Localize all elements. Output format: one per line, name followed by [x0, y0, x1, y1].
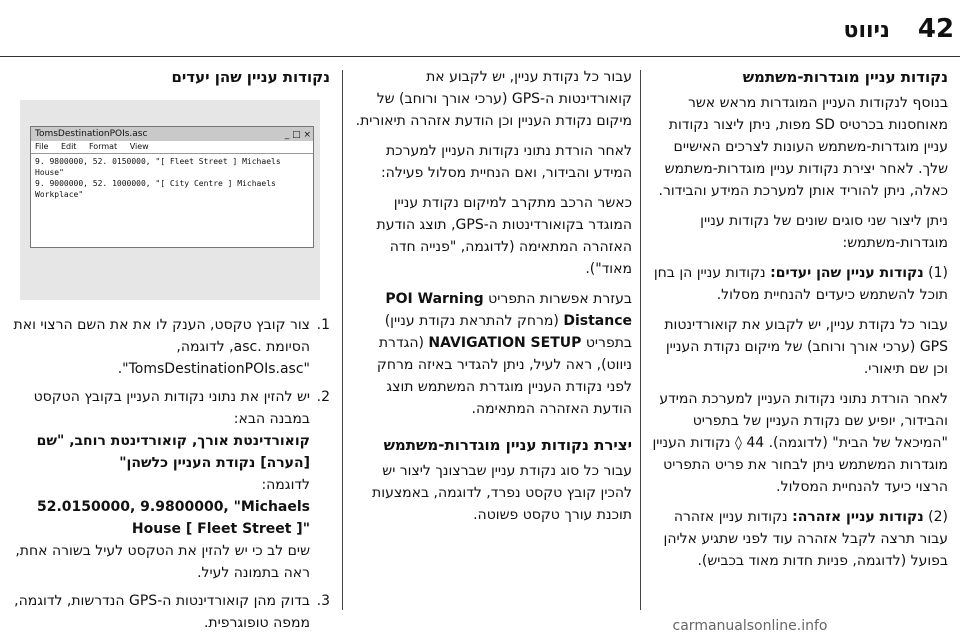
column-divider	[342, 70, 343, 610]
poi-warning-distance-term: POI Warning Distance	[385, 291, 632, 329]
col2-p4-lead: בעזרת אפשרות התפריט	[483, 291, 632, 307]
col2-p3: כאשר הרכב מתקרב למיקום נקודת עניין המוגדר בקואורדינטות ה-GPS, תוצג הודעת האזהרה המתאימה (לדוגמה, "פנייה חדה מאוד").	[376, 195, 632, 277]
editor-body	[31, 154, 313, 202]
step-2	[8, 386, 330, 584]
step-number: 2.	[316, 389, 330, 405]
text-editor-screenshot	[20, 100, 320, 300]
editor-window	[30, 126, 314, 248]
editor-title-bar	[31, 127, 313, 141]
col2-heading: יצירת נקודות עניין מוגדרות-משתמש	[383, 436, 632, 454]
item2-text: נקודות עניין אזהרה עבור תרצה לקבל אזהרה עוד לפני שתגיע אליהן בפועל (לדוגמה, פניות חדות מאוד בכביש).	[663, 509, 948, 569]
step-text: בדוק מהן קואורדינטות ה-GPS הנדרשות, לדוגמה, ממפה טופוגרפית.	[14, 593, 310, 631]
col1-heading: נקודות עניין מוגדרות-משתמש	[742, 68, 948, 86]
col2-p2: לאחר הורדת נתוני נקודות העניין למערכת המידע והבידור, ואם הנחיית מסלול פעילה:	[380, 143, 632, 181]
col1-item2	[648, 506, 948, 572]
col1-item1-after: לאחר הורדת נתוני נקודות העניין למערכת המידע והבידור, יופיע שם נקודת העניין של בתפריט "המיכאל של הבית" (לדוגמה). 44 ◊ נקודות העניין מוגדרות המשתמש ניתן לבחור את פריט התפריט הרצוי כיעד להנחיית המסלול.	[652, 391, 948, 495]
col1-item1	[648, 262, 948, 306]
steps-list	[8, 314, 330, 634]
column-divider	[640, 70, 641, 610]
step-text: יש להזין את נתוני נקודות העניין בקובץ הטקסט במבנה הבא:	[33, 389, 310, 427]
step-number: 3.	[316, 593, 330, 609]
item1-label: נקודות עניין שהן יעדים:	[770, 265, 924, 281]
col2-p5: עבור כל סוג נקודת עניין שברצונך ליצור יש להכין קובץ טקסט נפרד, לדוגמה, באמצעות תוכנת עורך טקסט פשוטה.	[372, 463, 632, 523]
step-text: צור קובץ טקסט, הענק לו את את השם הרצוי ואת הסיומת .asc, לדוגמה, "TomsDestinationPOIs.asc".	[13, 317, 310, 377]
item2-number: (2)	[928, 509, 948, 525]
example-intro: לדוגמה:	[261, 477, 310, 493]
step-note: שים לב כי יש להזין את הטקסט לעיל בשורה אחת, ראה בתמונה לעיל.	[15, 543, 310, 581]
col2-p1: עבור כל נקודת עניין, יש לקבוע את קואורדינטות ה-GPS (ערכי אורך ורוחב) של מיקום נקודת העניין וכן הודעת אזהרה תיאורית.	[355, 69, 632, 129]
column-destination-pois	[8, 66, 330, 640]
col1-item1-coords: עבור כל נקודת עניין, יש לקבוע את קואורדינטות GPS (ערכי אורך ורוחב) של מיקום נקודת העניין וכן שם תיאורי.	[664, 317, 948, 377]
page-number: 42	[917, 14, 955, 44]
col2-p4-tail: (הגדרת ניווט), ראה לעיל, ניתן להגדיר באיזה מרחק לפני נקודת העניין מוגדרת המשתמש תוצג הודעת האזהרה המתאימה.	[376, 335, 632, 417]
editor-title: TomsDestinationPOIs.asc	[35, 129, 148, 139]
editor-line: 9. 9800000, 52. 0150000, "[ Fleet Street ] Michaels House"	[35, 157, 281, 177]
step-1	[8, 314, 330, 380]
step-number: 1.	[316, 317, 330, 333]
item1-text: נקודות עניין הן בחן תוכל להשתמש כיעדים להנחיית מסלול.	[653, 265, 948, 303]
col2-p4-mid: (מרחק להתראת נקודת עניין) בתפריט	[384, 313, 632, 351]
column-warning-pois	[352, 66, 632, 534]
menu-format: Format	[88, 142, 118, 151]
menu-file: File	[35, 142, 49, 151]
watermark: carmanualsonline.info	[672, 618, 828, 634]
window-controls-icon: _ □ ×	[284, 130, 311, 140]
col1-intro: בנוסף לנקודות העניין המוגדרות מראש אשר מאוחסנות בכרטיס SD מפות, ניתן ליצור נקודות עניין מוגדרות-משתמש העונות לצרכים האישיים שלך. לאחר יצירת נקודות עניין מוגדרות-משתמש כאלה, ניתן להוריד אותן למערכת המידע והבידור.	[658, 95, 948, 199]
example-line: 52.0150000, 9.9800000, "Michaels House [ Fleet Street ]"	[37, 499, 310, 537]
editor-line: 9. 9000000, 52. 1000000, "[ City Centre ] Michaels Workplace"	[35, 179, 276, 199]
col2-p4	[352, 288, 632, 420]
column-user-defined-pois	[648, 66, 948, 580]
page-header	[0, 0, 960, 60]
format-line: קואורדינטת אורך, קואורדינטת רוחב, "שם [הערה] נקודת העניין כלשהן"	[36, 433, 310, 471]
menu-edit: Edit	[60, 142, 77, 151]
navigation-setup-term: NAVIGATION SETUP	[428, 335, 582, 351]
item1-number: (1)	[928, 265, 948, 281]
menu-view: View	[129, 142, 149, 151]
editor-menu	[31, 141, 313, 154]
item2-label: נקודות עניין אזהרה:	[792, 509, 924, 525]
step-3	[8, 590, 330, 634]
col3-heading: נקודות עניין שהן יעדים	[171, 68, 330, 86]
col1-types-intro: ניתן ליצור שני סוגים שונים של נקודות עניין מוגדרות-משתמש:	[700, 213, 948, 251]
header-rule	[0, 56, 960, 57]
section-title: ניווט	[843, 18, 890, 43]
